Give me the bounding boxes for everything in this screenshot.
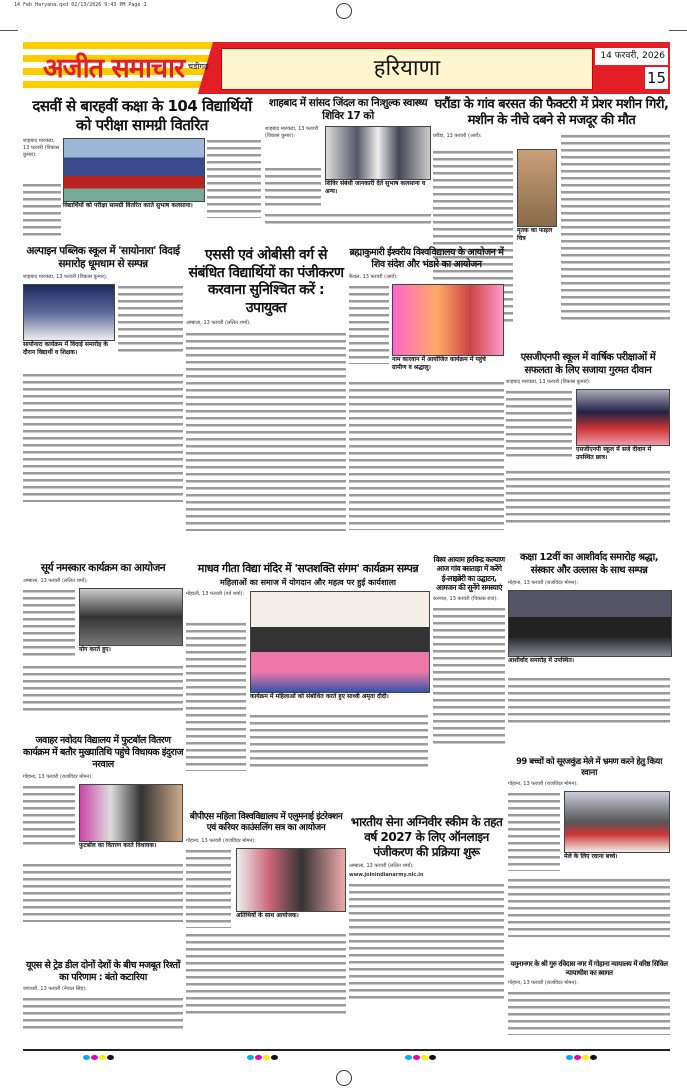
article-sayonara xyxy=(23,245,183,514)
dateline: गोहाना, 13 फरवरी (राजविंदर मोमन): xyxy=(508,781,578,788)
article-body xyxy=(23,284,183,514)
masthead xyxy=(23,42,670,94)
headline: दसवीं से बारहवीं कक्षा के 104 विद्यार्थियों को परीक्षा सामग्री वितरित xyxy=(32,97,252,134)
crop-mark xyxy=(669,30,687,31)
brand xyxy=(43,48,211,85)
dateline: शाहबाद मारकंडा, 13 फरवरी (विकास कुमार): xyxy=(506,379,591,385)
body-text xyxy=(23,996,183,1031)
body-text xyxy=(508,877,670,937)
body-text xyxy=(265,212,431,226)
page-number: 15 xyxy=(646,69,667,87)
article-body xyxy=(265,126,431,226)
body-text xyxy=(23,372,183,502)
headline: माधव गीता विद्या मंदिर में 'सप्तशक्ति संगम' कार्यक्रम सम्पन्न xyxy=(197,562,419,575)
color-bar xyxy=(405,1055,436,1060)
article-body xyxy=(23,138,261,242)
article-sgnp-school xyxy=(506,352,670,529)
photo-caption: शिविर संबंधी जानकारी देते सुभाष कलसाना व अन्य। xyxy=(325,180,429,196)
photo-football xyxy=(79,784,183,842)
article-surya-namaskar xyxy=(23,562,183,718)
article-surajkund-trip xyxy=(508,757,670,941)
photo-workshop xyxy=(250,591,430,693)
article-brahmakumari xyxy=(349,247,504,534)
headline: सूर्य नमस्कार कार्यक्रम का आयोजन xyxy=(40,562,166,574)
body-text xyxy=(508,990,670,1035)
article-bps-alumni xyxy=(186,812,346,1018)
headline: जवाहर नवोदय विद्यालय में फुटबॉल वितरण कार्यक्रम में बतौर मुख्यातिथि पहुंचे विधायक इंदुराज नरवाल xyxy=(23,735,183,770)
newspaper-logo: अजीत समाचार xyxy=(43,53,185,84)
print-slug: 14 Feb Haryana.qxd 02/13/2026 9:43 PM Page 1 xyxy=(14,2,147,8)
headline: एससी एवं ओबीसी वर्ग से संबंधित विद्यार्थियों का पंजीकरण करवाना सुनिश्चित करें : उपायुक्त xyxy=(188,247,344,316)
article-body xyxy=(23,588,183,718)
photo-officials xyxy=(325,126,431,180)
section-title: हरियाणा xyxy=(221,48,593,90)
photo-caption: सायोनारा कार्यक्रम में विदाई समारोह के दौरान विद्यार्थी व शिक्षक। xyxy=(23,341,115,357)
body-text xyxy=(349,882,504,1002)
article-e-library xyxy=(433,555,505,746)
dateline: घरौंडा, 13 फरवरी (आर्य): xyxy=(433,132,482,139)
headline: 99 बच्चों को सूरजकुंड मेले में भ्रमण करने हेतु किया रवाना xyxy=(515,757,663,778)
article-us-trade-deal xyxy=(23,960,183,1031)
article-sc-obc-registration xyxy=(186,247,346,531)
photo-deceased xyxy=(517,149,557,227)
body-text xyxy=(506,389,572,459)
dateline: करनाल, 13 फरवरी (विकास राज): xyxy=(433,595,498,602)
photo-diwan xyxy=(576,389,670,446)
dateline: शाहबाद मारकंडा, 13 फरवरी (विकास कुमार): xyxy=(265,126,319,140)
headline: घरौंडा के गांव बरसत की फैक्टरी में प्रेशर मशीन गिरी, मशीन के नीचे दबने से मजदूर की मौत xyxy=(434,97,669,129)
body-text xyxy=(23,862,183,922)
article-body xyxy=(349,284,504,534)
photo-group xyxy=(508,590,672,657)
color-bar xyxy=(83,1055,114,1060)
registration-mark-icon xyxy=(336,3,352,19)
article-class-12-blessing xyxy=(508,552,670,730)
article-court-welcome xyxy=(508,960,670,1035)
dateline: शाहबाद मारकंडा, 13 फरवरी (विकास कुमार): xyxy=(23,274,108,281)
photo-caption: अतिथियों के साथ आयोजक। xyxy=(236,912,344,920)
body-text xyxy=(23,182,61,238)
dateline: अम्बाला, 13 फरवरी (ललित शर्मा): xyxy=(23,578,88,585)
headline: बीपीएस महिला विश्वविद्यालय में एलुमनाई इंटरेक्शन एवं करियर काउंसलिंग सत्र का आयोजन xyxy=(189,812,343,834)
article-health-camp xyxy=(265,97,431,226)
article-navodaya-football xyxy=(23,735,183,934)
photo-sayonara xyxy=(23,284,115,341)
headline: यूएस से ट्रेड डील दोनों देशों के बीच मजबूत रिश्तों का परिणाम : बंतो कटारिया xyxy=(26,960,180,983)
article-body xyxy=(508,590,670,730)
headline: अल्पाइन पब्लिक स्कूल में 'सायोनारा' विदाई समारोह धूमधाम से सम्पन्न xyxy=(26,245,180,271)
body-text xyxy=(118,284,183,354)
photo-caption: मेले के लिए रवाना बच्चे। xyxy=(564,853,668,861)
dateline: अम्बाला, 13 फरवरी (ललित शर्मा): xyxy=(186,320,251,326)
body-text xyxy=(506,469,670,525)
headline: ब्रह्माकुमारी ईश्वरीय विश्वविद्यालय के आयोजन में शिव संदेश और भंडारे का आयोजन xyxy=(349,247,504,270)
article-madhav-gita xyxy=(186,562,430,771)
body-text xyxy=(265,166,321,210)
article-agniveer xyxy=(349,815,504,1002)
footer-rule xyxy=(23,1049,670,1051)
photo-caption: एसजीएनपी स्कूल में सजे दीवान में उपस्थित छात्र। xyxy=(576,446,668,462)
body-text xyxy=(186,848,231,928)
body-text xyxy=(508,676,670,726)
article-body xyxy=(186,848,346,1018)
dateline: मोहाना, 13 फरवरी (राजविंदर मोमन): xyxy=(508,580,579,586)
photo-caption: कार्यक्रम में महिलाओं को संबोधित करते हुए साध्वी अमृता दीदी। xyxy=(250,693,430,701)
headline: कक्षा 12वीं का आशीर्वाद समारोह श्रद्धा, संस्कार और उल्लास के साथ सम्पन्न xyxy=(519,552,659,576)
body-text xyxy=(250,713,428,769)
article-body xyxy=(23,784,183,934)
color-bar xyxy=(247,1055,278,1060)
registration-mark-icon xyxy=(336,1070,352,1086)
headline: भारतीय सेना अग्निवीर स्कीम के तहत वर्ष 2027 के लिए ऑनलाइन पंजीकरण की प्रक्रिया शुरू xyxy=(350,815,503,859)
body-text xyxy=(186,331,346,531)
body-text xyxy=(433,606,505,746)
headline: शाहबाद में सांसद जिंदल का निःशुल्क स्वास्थ्य शिविर 17 को xyxy=(268,97,428,123)
body-text xyxy=(561,133,670,323)
crop-mark xyxy=(0,30,18,31)
dateline: शाहबाद मारकंडा, 13 फरवरी (विकास कुमार): xyxy=(23,137,60,158)
photo-bus xyxy=(564,791,670,853)
dateline: कैथल, 13 फरवरी (आर्य): xyxy=(349,273,398,280)
article-body xyxy=(186,591,430,771)
website-link[interactable]: www.joinindianarmy.nic.in xyxy=(349,872,424,878)
dateline: मोहाली, 13 फरवरी (पर्व शर्मा): xyxy=(186,590,245,597)
article-body xyxy=(508,791,670,941)
dateline: गोहाना, 13 फरवरी (राजविंदर मोमन): xyxy=(186,837,256,844)
issue-date: 14 फरवरी, 2026 xyxy=(595,48,668,65)
photo-caption: मृतक का फाइल चित्र xyxy=(517,227,557,243)
photo-caption: विद्यार्थियों को परीक्षा सामग्री वितरित करते सुभाष कलसाना। xyxy=(63,202,203,210)
photo-caption: योग करते हुए। xyxy=(79,646,181,654)
article-body xyxy=(506,389,670,529)
dateline: अम्बाला, 13 फरवरी (ललित शर्मा): xyxy=(349,863,414,869)
body-text xyxy=(23,664,183,714)
subheadline: महिलाओं का समाज में योगदान और महत्व पर हुई कार्यशाला xyxy=(220,577,396,587)
body-text xyxy=(186,932,346,1016)
color-bar xyxy=(566,1055,597,1060)
headline: विश्व आयाम हरविन्द्र कल्याण आज गांव बसताड़ा में करेंगे ई-लाइब्रेरी का उद्घाटन, आमजन की सुनेंगे समस्याएं xyxy=(433,555,505,593)
body-text xyxy=(207,138,261,218)
headline: यमुनानगर के श्री गुरु रविदास नगर में गोहाना न्यायालय में वरिष्ठ सिविल न्यायाधीश का स्वागत xyxy=(510,960,668,977)
body-text xyxy=(349,284,389,364)
body-text xyxy=(23,784,75,846)
dateline: गोहाना, 13 फरवरी (राजविंदर मोमन): xyxy=(508,979,578,986)
article-exam-material xyxy=(23,97,261,242)
photo-caption: आशीर्वाद समारोह में उपस्थित। xyxy=(508,657,668,665)
photo-event xyxy=(392,284,504,356)
photo-students xyxy=(63,138,205,202)
body-text xyxy=(23,588,75,658)
body-text xyxy=(186,621,246,771)
photo-caption: नाम कारवान में आयोजित कार्यक्रम में पहुंचे ग्रामीण व श्रद्धालु। xyxy=(392,356,502,372)
headline: एसजीएनपी स्कूल में वार्षिक परीक्षाओं में सफलता के लिए सजाया गुरमत दीवान xyxy=(520,352,656,376)
dateline: जगाधरी, 13 फरवरी (नेपाल सिंह): xyxy=(23,985,87,992)
edition-city: चंडीगढ़ xyxy=(188,62,209,71)
body-text xyxy=(508,791,560,871)
dateline: गोहाना, 13 फरवरी (राजविंदर मोमन): xyxy=(23,773,93,780)
photo-yoga xyxy=(79,588,183,646)
photo-alumni xyxy=(236,848,346,912)
photo-caption: फुटबॉल का वितरण करते विधायक। xyxy=(79,842,183,850)
body-text xyxy=(349,380,504,530)
